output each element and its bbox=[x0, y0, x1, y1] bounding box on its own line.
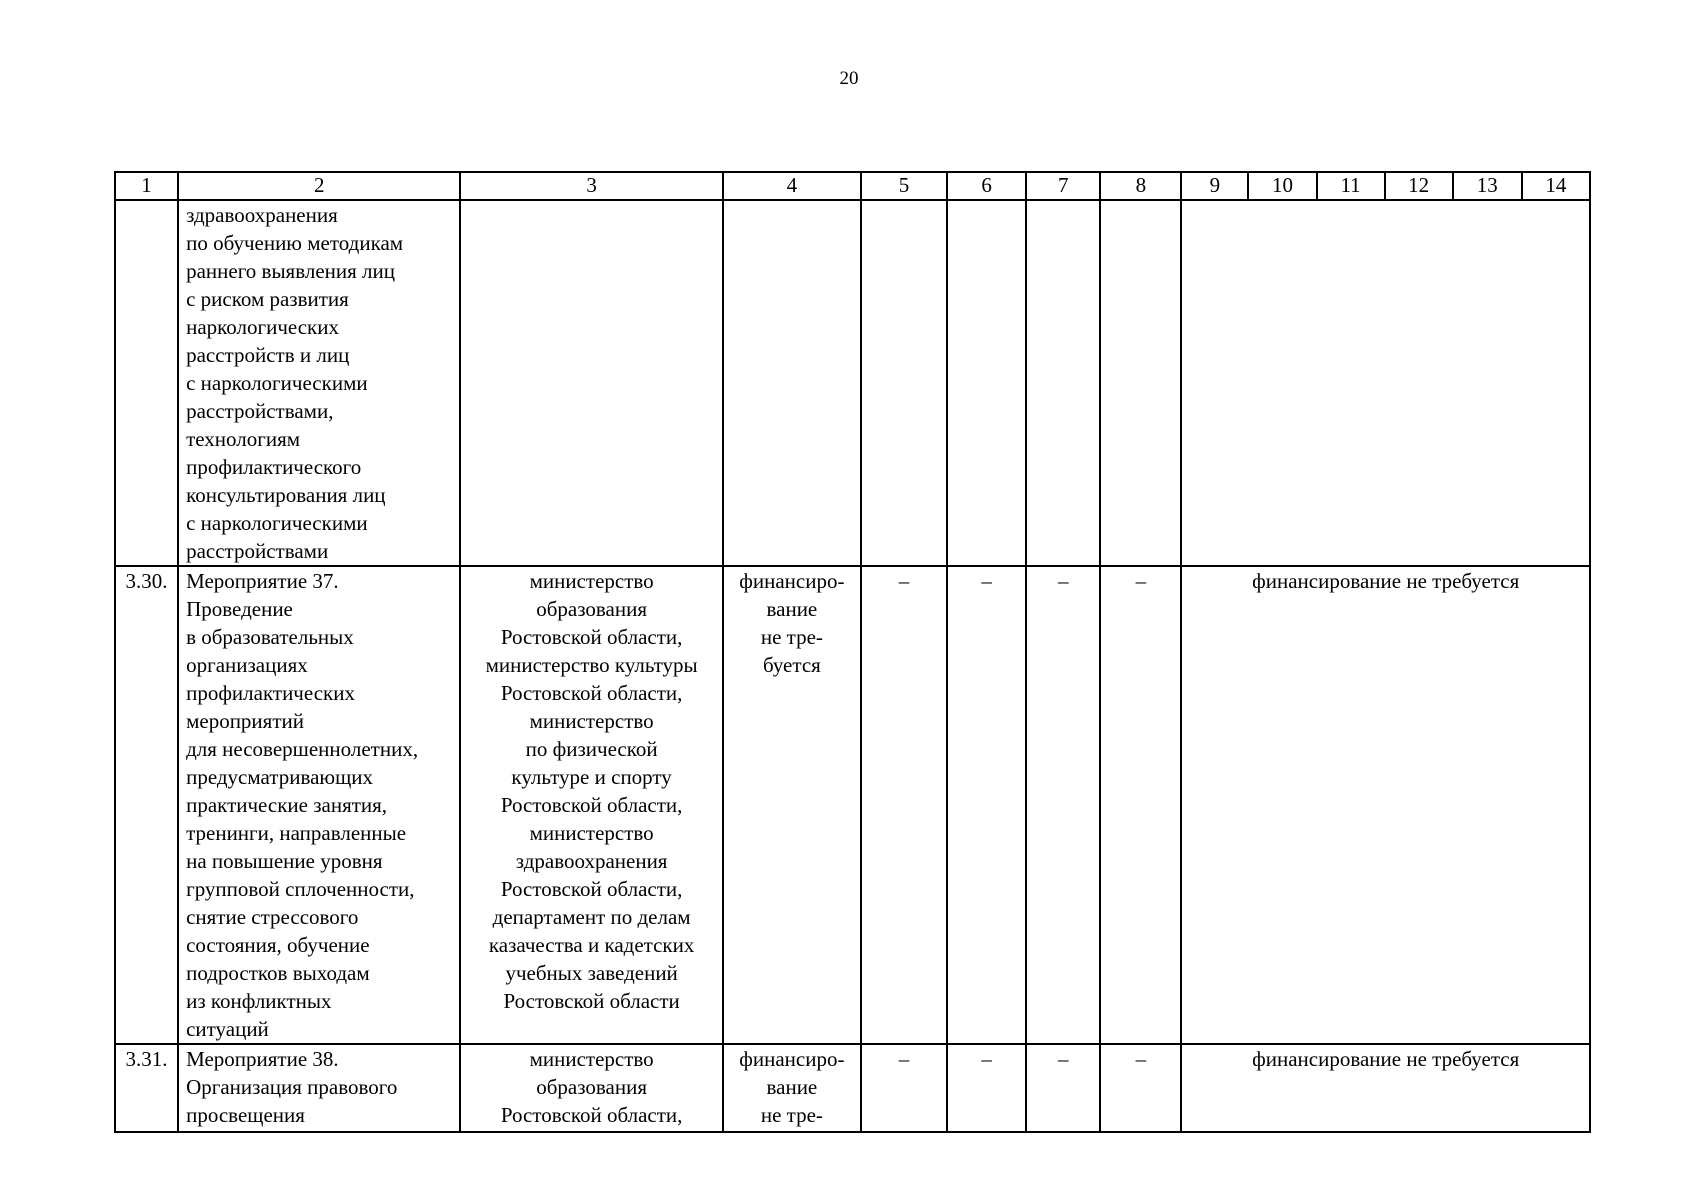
event-description: здравоохранения по обучению методикам раннего выявления лиц с риском развития наркологических расстройств и лиц с наркологическими расстройствами, технологиям профилактического консультирования лиц с наркологическими расстройствами bbox=[178, 200, 460, 566]
value-cell: – bbox=[1026, 1044, 1100, 1132]
funding-note bbox=[1181, 200, 1590, 566]
executor: министерство образования Ростовской области, bbox=[460, 1044, 722, 1132]
page-number: 20 bbox=[839, 68, 859, 89]
value-cell: – bbox=[947, 1044, 1026, 1132]
funding-source: финансиро- вание не тре- bbox=[723, 1044, 861, 1132]
table-row bbox=[115, 566, 1590, 1044]
funding-note: финансирование не требуется bbox=[1181, 566, 1590, 1044]
column-header: 14 bbox=[1522, 172, 1590, 200]
funding-note: финансирование не требуется bbox=[1181, 1044, 1590, 1132]
column-header: 8 bbox=[1100, 172, 1181, 200]
column-header: 4 bbox=[723, 172, 861, 200]
total-cell bbox=[861, 200, 947, 566]
value-cell bbox=[1100, 200, 1181, 566]
funding-source bbox=[723, 200, 861, 566]
program-table bbox=[114, 171, 1591, 1133]
row-number: 3.30. bbox=[115, 566, 178, 1044]
column-header: 11 bbox=[1317, 172, 1385, 200]
event-description: Мероприятие 38. Организация правового просвещения bbox=[178, 1044, 460, 1132]
value-cell: – bbox=[1100, 566, 1181, 1044]
event-description: Мероприятие 37. Проведение в образовательных организациях профилактических мероприятий для несовершеннолетних, предусматривающих практические занятия, тренинги, направленные на повышение уровня групповой сплоченности, снятие стрессового состояния, обучение подростков выходам из конфликтных ситуаций bbox=[178, 566, 460, 1044]
column-header: 12 bbox=[1385, 172, 1453, 200]
funding-source: финансиро- вание не тре- буется bbox=[723, 566, 861, 1044]
value-cell: – bbox=[947, 566, 1026, 1044]
executor: министерство образования Ростовской области, министерство культуры Ростовской области, министерство по физической культуре и спорту Ростовской области, министерство здравоохранения Ростовской области, департамент по делам казачества и кадетских учебных заведений Ростовской области bbox=[460, 566, 722, 1044]
column-number-row bbox=[115, 172, 1590, 200]
table-row bbox=[115, 1044, 1590, 1132]
column-header: 7 bbox=[1026, 172, 1100, 200]
value-cell: – bbox=[1100, 1044, 1181, 1132]
column-header: 3 bbox=[460, 172, 722, 200]
column-header: 10 bbox=[1248, 172, 1316, 200]
row-number bbox=[115, 200, 178, 566]
column-header: 2 bbox=[178, 172, 460, 200]
column-header: 9 bbox=[1181, 172, 1248, 200]
total-cell: – bbox=[861, 566, 947, 1044]
value-cell: – bbox=[1026, 566, 1100, 1044]
column-header: 5 bbox=[861, 172, 947, 200]
executor bbox=[460, 200, 722, 566]
value-cell bbox=[947, 200, 1026, 566]
column-header: 13 bbox=[1453, 172, 1522, 200]
total-cell: – bbox=[861, 1044, 947, 1132]
row-number: 3.31. bbox=[115, 1044, 178, 1132]
column-header: 1 bbox=[115, 172, 178, 200]
value-cell bbox=[1026, 200, 1100, 566]
column-header: 6 bbox=[947, 172, 1026, 200]
table-row bbox=[115, 200, 1590, 566]
